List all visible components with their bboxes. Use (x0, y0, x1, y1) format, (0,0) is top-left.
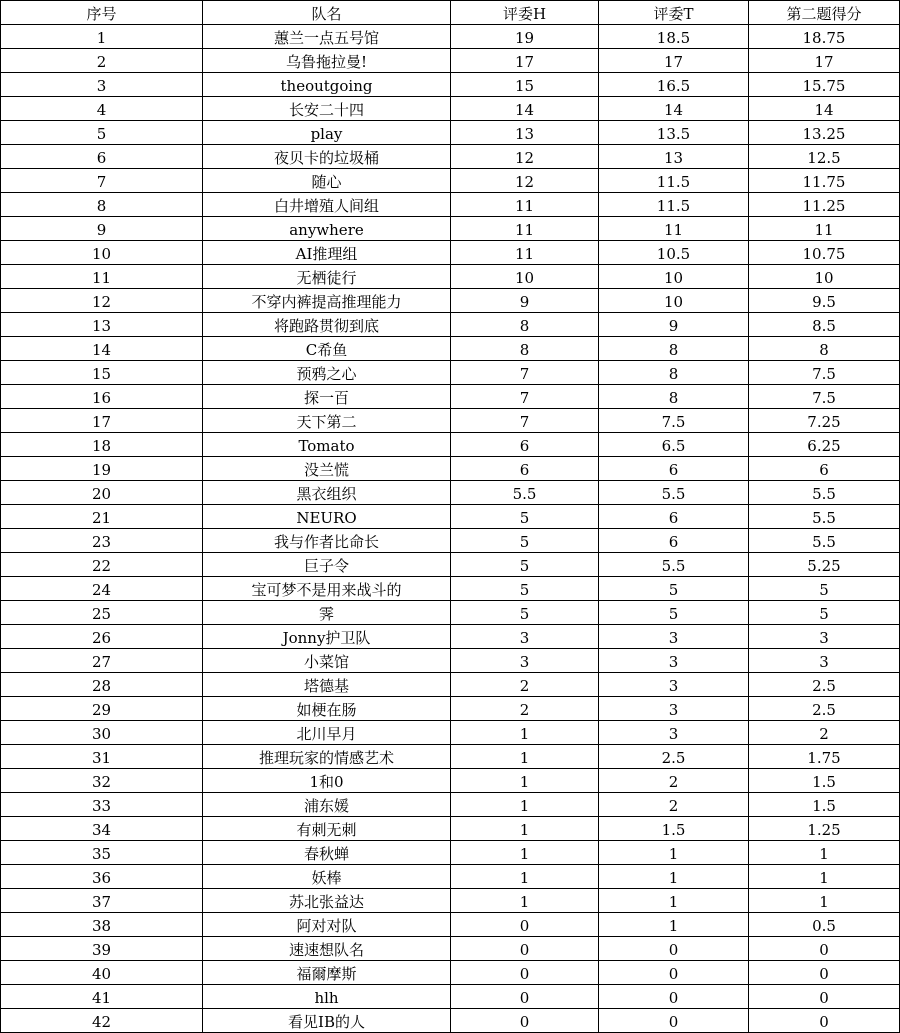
row-index-cell: 21 (1, 505, 203, 529)
team-name-cell: 推理玩家的情感艺术 (203, 745, 451, 769)
judge-t-cell: 1 (599, 913, 749, 937)
row-index-cell: 17 (1, 409, 203, 433)
question2-score-cell: 0 (749, 985, 900, 1009)
judge-h-cell: 3 (451, 625, 599, 649)
judge-h-cell: 7 (451, 361, 599, 385)
row-index-cell: 11 (1, 265, 203, 289)
row-index-cell: 31 (1, 745, 203, 769)
question2-score-cell: 18.75 (749, 25, 900, 49)
row-index-cell: 30 (1, 721, 203, 745)
judge-t-cell: 13.5 (599, 121, 749, 145)
judge-t-cell: 8 (599, 337, 749, 361)
row-index-cell: 19 (1, 457, 203, 481)
team-name-cell: Tomato (203, 433, 451, 457)
table-row (1, 697, 900, 721)
row-index-cell: 2 (1, 49, 203, 73)
team-name-cell: 随心 (203, 169, 451, 193)
table-row (1, 601, 900, 625)
table-row (1, 145, 900, 169)
team-name-cell: 福爾摩斯 (203, 961, 451, 985)
row-index-cell: 15 (1, 361, 203, 385)
row-index-cell: 5 (1, 121, 203, 145)
question2-score-cell: 2.5 (749, 697, 900, 721)
judge-h-cell: 19 (451, 25, 599, 49)
judge-h-cell: 7 (451, 385, 599, 409)
question2-score-cell: 1 (749, 841, 900, 865)
row-index-cell: 4 (1, 97, 203, 121)
table-row (1, 265, 900, 289)
judge-t-cell: 14 (599, 97, 749, 121)
team-name-cell: 春秋蝉 (203, 841, 451, 865)
judge-h-cell: 1 (451, 769, 599, 793)
judge-t-cell: 0 (599, 985, 749, 1009)
judge-h-cell: 5 (451, 553, 599, 577)
question2-score-cell: 9.5 (749, 289, 900, 313)
question2-score-cell: 12.5 (749, 145, 900, 169)
team-name-cell: 探一百 (203, 385, 451, 409)
team-name-cell: theoutgoing (203, 73, 451, 97)
table-row (1, 625, 900, 649)
team-name-cell: Jonny护卫队 (203, 625, 451, 649)
table-row (1, 73, 900, 97)
row-index-cell: 39 (1, 937, 203, 961)
row-index-cell: 32 (1, 769, 203, 793)
table-row (1, 313, 900, 337)
team-name-cell: 蕙兰一点五号馆 (203, 25, 451, 49)
team-name-cell: anywhere (203, 217, 451, 241)
question2-score-cell: 5.5 (749, 505, 900, 529)
judge-h-cell: 15 (451, 73, 599, 97)
question2-score-cell: 0 (749, 937, 900, 961)
table-row (1, 481, 900, 505)
table-row (1, 433, 900, 457)
judge-t-cell: 3 (599, 697, 749, 721)
table-row (1, 817, 900, 841)
row-index-cell: 14 (1, 337, 203, 361)
question2-score-cell: 10.75 (749, 241, 900, 265)
header-team-name: 队名 (203, 1, 451, 25)
judge-t-cell: 7.5 (599, 409, 749, 433)
question2-score-cell: 11.75 (749, 169, 900, 193)
row-index-cell: 1 (1, 25, 203, 49)
row-index-cell: 22 (1, 553, 203, 577)
question2-score-cell: 10 (749, 265, 900, 289)
team-name-cell: 巨子令 (203, 553, 451, 577)
question2-score-cell: 5 (749, 601, 900, 625)
row-index-cell: 25 (1, 601, 203, 625)
header-judge-h: 评委H (451, 1, 599, 25)
judge-t-cell: 0 (599, 961, 749, 985)
table-row (1, 169, 900, 193)
row-index-cell: 18 (1, 433, 203, 457)
judge-t-cell: 1.5 (599, 817, 749, 841)
judge-t-cell: 2 (599, 793, 749, 817)
judge-t-cell: 3 (599, 649, 749, 673)
team-name-cell: AI推理组 (203, 241, 451, 265)
judge-h-cell: 7 (451, 409, 599, 433)
judge-t-cell: 2 (599, 769, 749, 793)
question2-score-cell: 7.5 (749, 385, 900, 409)
question2-score-cell: 7.5 (749, 361, 900, 385)
judge-t-cell: 5 (599, 577, 749, 601)
judge-t-cell: 5 (599, 601, 749, 625)
judge-h-cell: 2 (451, 673, 599, 697)
judge-h-cell: 11 (451, 241, 599, 265)
table-row (1, 745, 900, 769)
judge-h-cell: 17 (451, 49, 599, 73)
table-row (1, 529, 900, 553)
judge-t-cell: 5.5 (599, 553, 749, 577)
team-name-cell: 无栖徒行 (203, 265, 451, 289)
judge-h-cell: 1 (451, 793, 599, 817)
row-index-cell: 10 (1, 241, 203, 265)
judge-h-cell: 5.5 (451, 481, 599, 505)
question2-score-cell: 3 (749, 625, 900, 649)
question2-score-cell: 1.5 (749, 793, 900, 817)
judge-h-cell: 12 (451, 169, 599, 193)
judge-t-cell: 6 (599, 457, 749, 481)
row-index-cell: 24 (1, 577, 203, 601)
team-name-cell: 我与作者比命长 (203, 529, 451, 553)
row-index-cell: 38 (1, 913, 203, 937)
team-name-cell: play (203, 121, 451, 145)
judge-t-cell: 10.5 (599, 241, 749, 265)
row-index-cell: 29 (1, 697, 203, 721)
team-name-cell: 不穿内裤提高推理能力 (203, 289, 451, 313)
team-name-cell: 苏北张益达 (203, 889, 451, 913)
judge-h-cell: 8 (451, 337, 599, 361)
judge-h-cell: 1 (451, 817, 599, 841)
header-judge-t: 评委T (599, 1, 749, 25)
judge-h-cell: 11 (451, 217, 599, 241)
header-row (1, 1, 900, 25)
team-name-cell: 乌鲁拖拉曼! (203, 49, 451, 73)
table-row (1, 865, 900, 889)
judge-t-cell: 2.5 (599, 745, 749, 769)
question2-score-cell: 11.25 (749, 193, 900, 217)
table-row (1, 841, 900, 865)
table-row (1, 409, 900, 433)
judge-h-cell: 5 (451, 529, 599, 553)
table-row (1, 289, 900, 313)
judge-t-cell: 1 (599, 889, 749, 913)
judge-t-cell: 11.5 (599, 169, 749, 193)
question2-score-cell: 1.5 (749, 769, 900, 793)
judge-t-cell: 0 (599, 937, 749, 961)
judge-h-cell: 6 (451, 457, 599, 481)
judge-h-cell: 5 (451, 505, 599, 529)
judge-h-cell: 0 (451, 985, 599, 1009)
judge-h-cell: 0 (451, 913, 599, 937)
judge-t-cell: 8 (599, 361, 749, 385)
judge-t-cell: 3 (599, 625, 749, 649)
question2-score-cell: 8.5 (749, 313, 900, 337)
judge-t-cell: 8 (599, 385, 749, 409)
row-index-cell: 6 (1, 145, 203, 169)
team-name-cell: 将跑路贯彻到底 (203, 313, 451, 337)
table-row (1, 889, 900, 913)
question2-score-cell: 5.5 (749, 481, 900, 505)
question2-score-cell: 2 (749, 721, 900, 745)
judge-t-cell: 13 (599, 145, 749, 169)
team-name-cell: 如梗在肠 (203, 697, 451, 721)
question2-score-cell: 11 (749, 217, 900, 241)
row-index-cell: 27 (1, 649, 203, 673)
team-name-cell: 浦东媛 (203, 793, 451, 817)
row-index-cell: 12 (1, 289, 203, 313)
team-name-cell: NEURO (203, 505, 451, 529)
row-index-cell: 37 (1, 889, 203, 913)
judge-t-cell: 0 (599, 1009, 749, 1033)
team-name-cell: hlh (203, 985, 451, 1009)
question2-score-cell: 15.75 (749, 73, 900, 97)
judge-t-cell: 18.5 (599, 25, 749, 49)
table-row (1, 769, 900, 793)
question2-score-cell: 7.25 (749, 409, 900, 433)
judge-h-cell: 1 (451, 865, 599, 889)
judge-h-cell: 5 (451, 577, 599, 601)
table-row (1, 505, 900, 529)
judge-h-cell: 14 (451, 97, 599, 121)
table-row (1, 457, 900, 481)
table-row (1, 1009, 900, 1033)
judge-h-cell: 1 (451, 721, 599, 745)
judge-h-cell: 11 (451, 193, 599, 217)
judge-h-cell: 1 (451, 889, 599, 913)
row-index-cell: 34 (1, 817, 203, 841)
table-row (1, 985, 900, 1009)
judge-h-cell: 2 (451, 697, 599, 721)
question2-score-cell: 13.25 (749, 121, 900, 145)
judge-h-cell: 3 (451, 649, 599, 673)
question2-score-cell: 1 (749, 865, 900, 889)
judge-h-cell: 9 (451, 289, 599, 313)
judge-h-cell: 0 (451, 1009, 599, 1033)
judge-t-cell: 11.5 (599, 193, 749, 217)
table-row (1, 649, 900, 673)
team-name-cell: 没兰慌 (203, 457, 451, 481)
judge-h-cell: 0 (451, 937, 599, 961)
table-row (1, 361, 900, 385)
team-name-cell: 有刺无刺 (203, 817, 451, 841)
row-index-cell: 42 (1, 1009, 203, 1033)
team-name-cell: 黑衣组织 (203, 481, 451, 505)
judge-h-cell: 6 (451, 433, 599, 457)
row-index-cell: 8 (1, 193, 203, 217)
table-row (1, 121, 900, 145)
header-index: 序号 (1, 1, 203, 25)
question2-score-cell: 1 (749, 889, 900, 913)
header-question2-score: 第二题得分 (749, 1, 900, 25)
judge-h-cell: 10 (451, 265, 599, 289)
judge-h-cell: 13 (451, 121, 599, 145)
judge-t-cell: 1 (599, 865, 749, 889)
judge-t-cell: 9 (599, 313, 749, 337)
judge-t-cell: 11 (599, 217, 749, 241)
question2-score-cell: 5 (749, 577, 900, 601)
table-row (1, 721, 900, 745)
question2-score-cell: 0 (749, 1009, 900, 1033)
judge-t-cell: 17 (599, 49, 749, 73)
row-index-cell: 13 (1, 313, 203, 337)
team-name-cell: 阿对对队 (203, 913, 451, 937)
row-index-cell: 20 (1, 481, 203, 505)
question2-score-cell: 0.5 (749, 913, 900, 937)
team-name-cell: 小菜馆 (203, 649, 451, 673)
team-name-cell: 预鸦之心 (203, 361, 451, 385)
question2-score-cell: 1.75 (749, 745, 900, 769)
question2-score-cell: 17 (749, 49, 900, 73)
row-index-cell: 36 (1, 865, 203, 889)
row-index-cell: 28 (1, 673, 203, 697)
team-name-cell: 北川早月 (203, 721, 451, 745)
team-name-cell: 1和0 (203, 769, 451, 793)
judge-t-cell: 6 (599, 505, 749, 529)
judge-t-cell: 16.5 (599, 73, 749, 97)
table-row (1, 793, 900, 817)
team-name-cell: 霁 (203, 601, 451, 625)
team-name-cell: 看见IB的人 (203, 1009, 451, 1033)
judge-t-cell: 6 (599, 529, 749, 553)
judge-t-cell: 6.5 (599, 433, 749, 457)
table-row (1, 97, 900, 121)
question2-score-cell: 2.5 (749, 673, 900, 697)
team-name-cell: 天下第二 (203, 409, 451, 433)
judge-h-cell: 12 (451, 145, 599, 169)
table-row (1, 553, 900, 577)
row-index-cell: 35 (1, 841, 203, 865)
judge-t-cell: 1 (599, 841, 749, 865)
row-index-cell: 41 (1, 985, 203, 1009)
row-index-cell: 26 (1, 625, 203, 649)
question2-score-cell: 6 (749, 457, 900, 481)
team-name-cell: 宝可梦不是用来战斗的 (203, 577, 451, 601)
row-index-cell: 23 (1, 529, 203, 553)
table-body (1, 25, 900, 1033)
judge-t-cell: 3 (599, 721, 749, 745)
judge-h-cell: 1 (451, 841, 599, 865)
table-row (1, 673, 900, 697)
team-name-cell: 塔德基 (203, 673, 451, 697)
judge-h-cell: 8 (451, 313, 599, 337)
question2-score-cell: 5.25 (749, 553, 900, 577)
question2-score-cell: 6.25 (749, 433, 900, 457)
table-row (1, 937, 900, 961)
row-index-cell: 7 (1, 169, 203, 193)
judge-h-cell: 1 (451, 745, 599, 769)
table-row (1, 577, 900, 601)
question2-score-cell: 8 (749, 337, 900, 361)
question2-score-cell: 5.5 (749, 529, 900, 553)
table-row (1, 913, 900, 937)
question2-score-cell: 1.25 (749, 817, 900, 841)
table-row (1, 961, 900, 985)
team-name-cell: 夜贝卡的垃圾桶 (203, 145, 451, 169)
row-index-cell: 33 (1, 793, 203, 817)
table-row (1, 193, 900, 217)
table-row (1, 337, 900, 361)
judge-t-cell: 10 (599, 265, 749, 289)
team-name-cell: 长安二十四 (203, 97, 451, 121)
team-name-cell: 妖棒 (203, 865, 451, 889)
row-index-cell: 16 (1, 385, 203, 409)
judge-h-cell: 5 (451, 601, 599, 625)
judge-t-cell: 3 (599, 673, 749, 697)
row-index-cell: 9 (1, 217, 203, 241)
judge-h-cell: 0 (451, 961, 599, 985)
question2-score-cell: 0 (749, 961, 900, 985)
row-index-cell: 3 (1, 73, 203, 97)
table-row (1, 25, 900, 49)
judge-t-cell: 5.5 (599, 481, 749, 505)
team-name-cell: 速速想队名 (203, 937, 451, 961)
team-name-cell: C希鱼 (203, 337, 451, 361)
table-row (1, 217, 900, 241)
row-index-cell: 40 (1, 961, 203, 985)
question2-score-cell: 14 (749, 97, 900, 121)
table-row (1, 241, 900, 265)
team-name-cell: 白井增殖人间组 (203, 193, 451, 217)
table-row (1, 385, 900, 409)
judge-t-cell: 10 (599, 289, 749, 313)
table-row (1, 49, 900, 73)
question2-score-cell: 3 (749, 649, 900, 673)
